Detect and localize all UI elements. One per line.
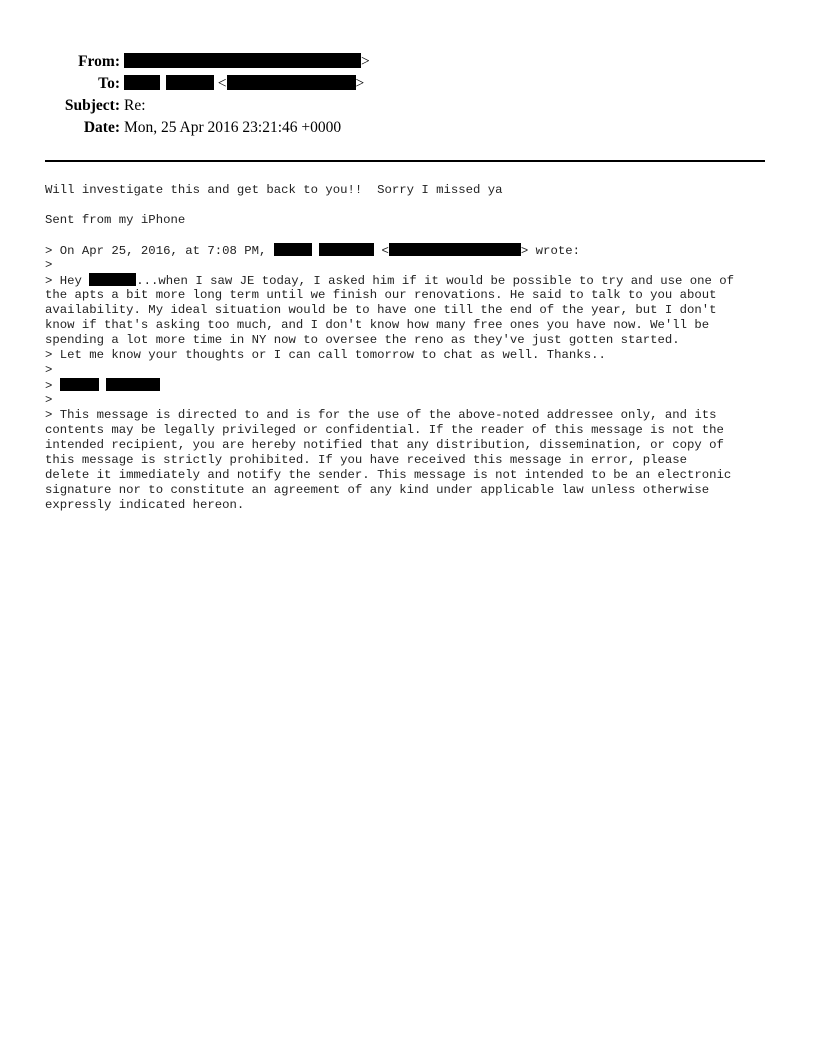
redaction-block (60, 378, 99, 391)
quote-marker-line: > (45, 258, 53, 272)
redaction-block (106, 378, 160, 391)
redaction-block (124, 53, 361, 68)
to-close-bracket: > (355, 75, 365, 92)
email-body (45, 183, 775, 513)
date-value: Mon, 25 Apr 2016 23:21:46 +0000 (124, 119, 342, 136)
date-row (0, 118, 816, 138)
redaction-block (389, 243, 521, 256)
to-row (0, 74, 816, 94)
blank-line (45, 228, 775, 243)
paragraph-line: the apts a bit more long term until we finish our renovations. He said to talk to you about (45, 288, 717, 302)
header-divider (45, 160, 765, 162)
quote-intro-suffix: > wrote: (520, 244, 580, 258)
redaction-block (227, 75, 356, 90)
redaction-block (319, 243, 374, 256)
quote-marker-line: > (45, 393, 53, 407)
from-row (0, 52, 816, 72)
to-open-bracket: < (217, 75, 227, 92)
from-close-bracket: > (361, 53, 370, 70)
to-value (124, 74, 364, 94)
subject-value: Re: (124, 97, 146, 114)
blank-line (45, 198, 775, 213)
thanks-line: > Let me know your thoughts or I can call tomorrow to chat as well. Thanks.. (45, 348, 606, 362)
paragraph-line: availability. My ideal situation would be to have one till the end of the year, but I don't (45, 303, 717, 317)
disclaimer-line: signature nor to constitute an agreement of any kind under applicable law unless otherwise (45, 483, 710, 497)
redaction-block (274, 243, 312, 256)
disclaimer-line: intended recipient, you are hereby notified that any distribution, dissemination, or copy of (45, 438, 724, 452)
paragraph-line: spending a lot more time in NY now to oversee the reno as they've just gotten started. (45, 333, 680, 347)
to-label: To: (98, 75, 120, 92)
hey-rest: ...when I saw JE today, I asked him if it would be possible to try and use one of (136, 274, 735, 288)
date-label: Date: (83, 119, 120, 136)
redaction-block (166, 75, 214, 90)
paragraph-line: know if that's asking too much, and I don't know how many free ones you have now. We'll be (45, 318, 710, 332)
redaction-block (124, 75, 160, 90)
from-label: From: (78, 53, 120, 70)
hey-prefix: > Hey (45, 274, 90, 288)
quote-marker-line: > (45, 363, 53, 377)
quote-intro-prefix: > On Apr 25, 2016, at 7:08 PM, (45, 244, 274, 258)
hey-line (45, 273, 775, 288)
quote-intro-open: < (374, 244, 389, 258)
quote-intro-line (45, 243, 775, 258)
sent-from-line: Sent from my iPhone (45, 213, 186, 227)
disclaimer-line: contents may be legally privileged or confidential. If the reader of this message is not the (45, 423, 724, 437)
disclaimer-line: delete it immediately and notify the sender. This message is not intended to be an electronic (45, 468, 732, 482)
signature-prefix: > (45, 379, 60, 393)
disclaimer-line: this message is strictly prohibited. If you have received this message in error, please (45, 453, 688, 467)
reply-line: Will investigate this and get back to you!! Sorry I missed ya (45, 183, 503, 197)
disclaimer-line: expressly indicated hereon. (45, 498, 245, 512)
redaction-block (89, 273, 136, 286)
subject-row (0, 96, 816, 116)
subject-label: Subject: (64, 97, 120, 114)
from-value (124, 52, 370, 72)
disclaimer-line: > This message is directed to and is for the use of the above-noted addressee only, and its (45, 408, 717, 422)
signature-line (45, 378, 775, 393)
